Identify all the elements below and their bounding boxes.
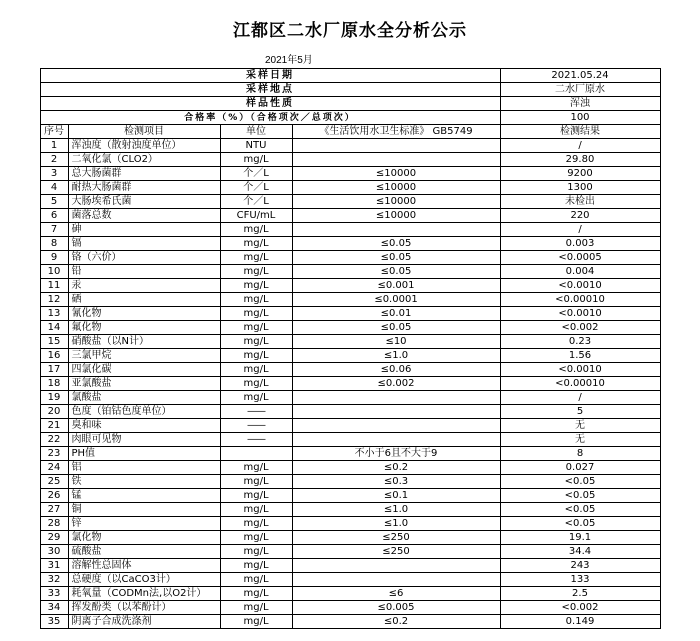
- row-result: 133: [500, 573, 660, 587]
- row-item: 镉: [68, 237, 220, 251]
- row-result: 未检出: [500, 195, 660, 209]
- sample-location-label: 采样地点: [40, 83, 500, 97]
- column-header-row: [40, 125, 660, 139]
- table-row: [40, 559, 660, 573]
- analysis-table: [40, 68, 661, 629]
- row-result: 0.003: [500, 237, 660, 251]
- row-unit: mg/L: [220, 237, 292, 251]
- row-unit: ——: [220, 405, 292, 419]
- table-row: [40, 615, 660, 629]
- table-row: [40, 181, 660, 195]
- row-item: 挥发酚类（以苯酚计）: [68, 601, 220, 615]
- sample-location-value: 二水厂原水: [500, 83, 660, 97]
- page-title: 江都区二水厂原水全分析公示: [233, 21, 467, 41]
- row-unit: mg/L: [220, 517, 292, 531]
- row-index: 28: [40, 517, 68, 531]
- table-row: [40, 265, 660, 279]
- row-result: <0.05: [500, 475, 660, 489]
- table-row: [40, 167, 660, 181]
- row-item: 锰: [68, 489, 220, 503]
- row-item: 菌落总数: [68, 209, 220, 223]
- sample-date-value: 2021.05.24: [500, 69, 660, 83]
- row-unit: mg/L: [220, 265, 292, 279]
- table-row: [40, 349, 660, 363]
- row-unit: mg/L: [220, 461, 292, 475]
- row-result: <0.002: [500, 321, 660, 335]
- row-standard: ≤0.3: [292, 475, 500, 489]
- row-unit: mg/L: [220, 153, 292, 167]
- row-item: 四氯化碳: [68, 363, 220, 377]
- row-unit: mg/L: [220, 279, 292, 293]
- row-item: 锌: [68, 517, 220, 531]
- table-row: [40, 139, 660, 153]
- header-row-sample-nature: [40, 97, 660, 111]
- row-result: 0.23: [500, 335, 660, 349]
- row-unit: [220, 447, 292, 461]
- row-index: 35: [40, 615, 68, 629]
- row-item: PH值: [68, 447, 220, 461]
- row-item: 氟化物: [68, 321, 220, 335]
- row-index: 33: [40, 587, 68, 601]
- row-standard: [292, 419, 500, 433]
- row-result: <0.0005: [500, 251, 660, 265]
- row-index: 32: [40, 573, 68, 587]
- row-index: 26: [40, 489, 68, 503]
- row-item: 砷: [68, 223, 220, 237]
- row-standard: ≤1.0: [292, 503, 500, 517]
- column-header-standard: 《生活饮用水卫生标准》 GB5749: [292, 125, 500, 139]
- row-standard: [292, 391, 500, 405]
- table-row: [40, 391, 660, 405]
- row-standard: ≤10000: [292, 181, 500, 195]
- row-item: 浑浊度（散射浊度单位）: [68, 139, 220, 153]
- row-unit: mg/L: [220, 335, 292, 349]
- column-header-unit: 单位: [220, 125, 292, 139]
- row-index: 8: [40, 237, 68, 251]
- row-standard: ≤0.002: [292, 377, 500, 391]
- row-item: 耐热大肠菌群: [68, 181, 220, 195]
- row-standard: [292, 405, 500, 419]
- row-result: 0.027: [500, 461, 660, 475]
- row-result: <0.0010: [500, 363, 660, 377]
- row-item: 总大肠菌群: [68, 167, 220, 181]
- row-index: 15: [40, 335, 68, 349]
- table-row: [40, 419, 660, 433]
- row-standard: ≤0.01: [292, 307, 500, 321]
- row-standard: ≤6: [292, 587, 500, 601]
- table-row: [40, 601, 660, 615]
- table-row: [40, 195, 660, 209]
- table-row: [40, 475, 660, 489]
- row-standard: ≤0.001: [292, 279, 500, 293]
- row-result: 220: [500, 209, 660, 223]
- row-index: 23: [40, 447, 68, 461]
- row-result: /: [500, 223, 660, 237]
- row-result: 9200: [500, 167, 660, 181]
- row-index: 1: [40, 139, 68, 153]
- column-header-result: 检测结果: [500, 125, 660, 139]
- table-row: [40, 307, 660, 321]
- row-item: 阴离子合成洗涤剂: [68, 615, 220, 629]
- row-item: 硒: [68, 293, 220, 307]
- row-item: 溶解性总固体: [68, 559, 220, 573]
- row-index: 27: [40, 503, 68, 517]
- row-standard: [292, 153, 500, 167]
- row-standard: ≤10000: [292, 167, 500, 181]
- row-index: 9: [40, 251, 68, 265]
- row-standard: ≤0.05: [292, 321, 500, 335]
- row-standard: ≤0.005: [292, 601, 500, 615]
- row-index: 16: [40, 349, 68, 363]
- row-index: 6: [40, 209, 68, 223]
- row-result: <0.00010: [500, 377, 660, 391]
- row-result: <0.05: [500, 517, 660, 531]
- row-item: 铁: [68, 475, 220, 489]
- column-header-index: 序号: [40, 125, 68, 139]
- table-row: [40, 503, 660, 517]
- row-unit: ——: [220, 433, 292, 447]
- row-standard: ≤0.05: [292, 237, 500, 251]
- row-item: 二氧化氯（CLO2）: [68, 153, 220, 167]
- row-item: 耗氧量（CODMn法,以O2计）: [68, 587, 220, 601]
- row-unit: mg/L: [220, 293, 292, 307]
- pass-rate-label: 合格率（%）（合格项次／总项次）: [40, 111, 500, 125]
- row-index: 11: [40, 279, 68, 293]
- row-item: 硝酸盐（以N计）: [68, 335, 220, 349]
- row-result: /: [500, 139, 660, 153]
- row-standard: ≤10: [292, 335, 500, 349]
- table-row: [40, 545, 660, 559]
- row-unit: mg/L: [220, 559, 292, 573]
- row-standard: ≤0.1: [292, 489, 500, 503]
- row-index: 30: [40, 545, 68, 559]
- row-unit: mg/L: [220, 251, 292, 265]
- table-row: [40, 251, 660, 265]
- table-row: [40, 517, 660, 531]
- row-index: 4: [40, 181, 68, 195]
- table-row: [40, 363, 660, 377]
- row-item: 氰化物: [68, 307, 220, 321]
- row-unit: NTU: [220, 139, 292, 153]
- row-standard: [292, 573, 500, 587]
- table-row: [40, 587, 660, 601]
- row-index: 34: [40, 601, 68, 615]
- row-item: 总硬度（以CaCO3计）: [68, 573, 220, 587]
- row-unit: mg/L: [220, 573, 292, 587]
- row-result: 2.5: [500, 587, 660, 601]
- row-item: 三氯甲烷: [68, 349, 220, 363]
- row-unit: mg/L: [220, 531, 292, 545]
- row-result: 243: [500, 559, 660, 573]
- table-row: [40, 433, 660, 447]
- row-standard: [292, 223, 500, 237]
- row-result: 34.4: [500, 545, 660, 559]
- row-standard: ≤1.0: [292, 349, 500, 363]
- row-standard: ≤1.0: [292, 517, 500, 531]
- row-unit: ——: [220, 419, 292, 433]
- row-unit: 个／L: [220, 167, 292, 181]
- row-index: 2: [40, 153, 68, 167]
- row-index: 24: [40, 461, 68, 475]
- row-index: 22: [40, 433, 68, 447]
- row-item: 大肠埃希氏菌: [68, 195, 220, 209]
- table-row: [40, 279, 660, 293]
- row-unit: mg/L: [220, 377, 292, 391]
- row-result: 29.80: [500, 153, 660, 167]
- header-row-sample-date: [40, 69, 660, 83]
- row-standard: ≤0.0001: [292, 293, 500, 307]
- row-item: 汞: [68, 279, 220, 293]
- row-standard: ≤250: [292, 531, 500, 545]
- row-result: 无: [500, 433, 660, 447]
- row-item: 铅: [68, 265, 220, 279]
- row-standard: ≤10000: [292, 209, 500, 223]
- row-item: 铝: [68, 461, 220, 475]
- row-standard: [292, 433, 500, 447]
- table-row: [40, 209, 660, 223]
- row-unit: mg/L: [220, 587, 292, 601]
- row-unit: mg/L: [220, 321, 292, 335]
- row-index: 18: [40, 377, 68, 391]
- row-result: /: [500, 391, 660, 405]
- row-result: <0.0010: [500, 279, 660, 293]
- row-unit: mg/L: [220, 601, 292, 615]
- sample-nature-value: 浑浊: [500, 97, 660, 111]
- row-index: 5: [40, 195, 68, 209]
- table-row: [40, 293, 660, 307]
- row-result: 无: [500, 419, 660, 433]
- row-standard: ≤0.06: [292, 363, 500, 377]
- row-item: 铬（六价）: [68, 251, 220, 265]
- row-standard: [292, 559, 500, 573]
- row-unit: mg/L: [220, 615, 292, 629]
- row-index: 14: [40, 321, 68, 335]
- report-month: 2021年5月: [265, 55, 313, 66]
- table-row: [40, 447, 660, 461]
- row-result: <0.002: [500, 601, 660, 615]
- row-item: 氯化物: [68, 531, 220, 545]
- pass-rate-value: 100: [500, 111, 660, 125]
- row-index: 25: [40, 475, 68, 489]
- row-index: 13: [40, 307, 68, 321]
- table-row: [40, 153, 660, 167]
- row-result: <0.00010: [500, 293, 660, 307]
- row-standard: ≤10000: [292, 195, 500, 209]
- row-unit: 个／L: [220, 181, 292, 195]
- row-index: 7: [40, 223, 68, 237]
- row-unit: mg/L: [220, 503, 292, 517]
- table-row: [40, 531, 660, 545]
- header-row-sample-location: [40, 83, 660, 97]
- row-result: 1300: [500, 181, 660, 195]
- row-unit: 个／L: [220, 195, 292, 209]
- row-index: 20: [40, 405, 68, 419]
- row-unit: mg/L: [220, 349, 292, 363]
- row-result: 5: [500, 405, 660, 419]
- row-index: 31: [40, 559, 68, 573]
- row-unit: CFU/mL: [220, 209, 292, 223]
- row-unit: mg/L: [220, 307, 292, 321]
- row-standard: [292, 139, 500, 153]
- row-result: 0.149: [500, 615, 660, 629]
- table-row: [40, 237, 660, 251]
- row-standard: ≤0.2: [292, 615, 500, 629]
- table-row: [40, 461, 660, 475]
- row-index: 12: [40, 293, 68, 307]
- row-item: 亚氯酸盐: [68, 377, 220, 391]
- row-item: 臭和味: [68, 419, 220, 433]
- row-unit: mg/L: [220, 545, 292, 559]
- row-index: 10: [40, 265, 68, 279]
- row-unit: mg/L: [220, 489, 292, 503]
- row-item: 氯酸盐: [68, 391, 220, 405]
- row-unit: mg/L: [220, 391, 292, 405]
- table-row: [40, 489, 660, 503]
- table-row: [40, 573, 660, 587]
- row-result: 0.004: [500, 265, 660, 279]
- row-unit: mg/L: [220, 475, 292, 489]
- row-unit: mg/L: [220, 223, 292, 237]
- column-header-item: 检测项目: [68, 125, 220, 139]
- header-row-pass-rate: [40, 111, 660, 125]
- row-standard: ≤0.05: [292, 251, 500, 265]
- row-item: 硫酸盐: [68, 545, 220, 559]
- row-standard: ≤0.2: [292, 461, 500, 475]
- row-result: 8: [500, 447, 660, 461]
- table-row: [40, 321, 660, 335]
- table-row: [40, 335, 660, 349]
- table-row: [40, 223, 660, 237]
- row-item: 铜: [68, 503, 220, 517]
- row-standard: 不小于6且不大于9: [292, 447, 500, 461]
- row-result: <0.05: [500, 503, 660, 517]
- table-row: [40, 405, 660, 419]
- row-index: 29: [40, 531, 68, 545]
- row-standard: ≤0.05: [292, 265, 500, 279]
- table-row: [40, 377, 660, 391]
- row-index: 19: [40, 391, 68, 405]
- row-index: 17: [40, 363, 68, 377]
- row-index: 21: [40, 419, 68, 433]
- row-result: 19.1: [500, 531, 660, 545]
- row-item: 肉眼可见物: [68, 433, 220, 447]
- row-result: <0.05: [500, 489, 660, 503]
- row-result: <0.0010: [500, 307, 660, 321]
- row-item: 色度（铂钴色度单位）: [68, 405, 220, 419]
- row-unit: mg/L: [220, 363, 292, 377]
- sample-date-label: 采样日期: [40, 69, 500, 83]
- row-standard: ≤250: [292, 545, 500, 559]
- row-result: 1.56: [500, 349, 660, 363]
- sample-nature-label: 样品性质: [40, 97, 500, 111]
- row-index: 3: [40, 167, 68, 181]
